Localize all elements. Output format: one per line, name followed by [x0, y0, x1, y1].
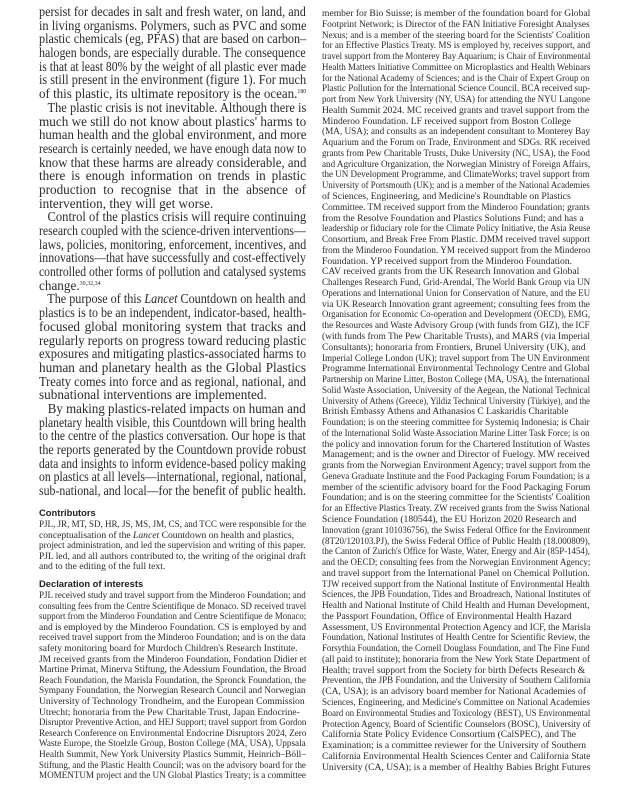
text-line: human health and the global environment, and more [39, 127, 307, 143]
text-line: Nexus; and is a member of the steering board for the Scientists' Coalition [322, 29, 590, 41]
text-line: the Canton of Zurich's Office for Waste, Water, Energy and Air (85P-1454), [322, 546, 591, 558]
text-line: Health Summit 2024. MC received grants and travel support from the [322, 104, 590, 116]
text-line: TJW received support from the National Institute of Environmental Health [322, 578, 590, 590]
declaration-section [39, 578, 306, 782]
text-line: Board on Environmental Studies and Toxicology (BEST), US Environmental [322, 707, 591, 719]
text-line: University of Portsmouth (UK); and is a member of the National Academies [322, 180, 590, 192]
text-line: Martine Primat, Minerva Stiftung, the Adessium Foundation, the Broad [39, 664, 307, 676]
text-line: Imperial College London (UK); travel support from The UN Environment [322, 352, 590, 364]
text-line: Minderoo Foundation. LF received support from Boston College [322, 115, 571, 127]
text-segment: Countdown on health and [177, 291, 306, 307]
text-line: University of Technology Trondheim, and the European Commission [39, 695, 305, 707]
text-line: Sciences, Engineering, and Medicine's Committee on National Academies [322, 697, 590, 708]
text-line: (CA, USA); is an advisory board member for National Academies of [322, 686, 587, 698]
text-line: laws, policies, monitoring, enforcement, incentives, and [39, 236, 307, 252]
text-line: University of Athens (Greece), Yildiz Technical University (Türkiye), and the [322, 395, 590, 407]
text-line: Organisation for Economic Co-operation and Development (OECD), EMG, [322, 309, 591, 321]
text-line: Sciences, the JPB Foundation, Tides and Broadreach, National Institutes of [322, 589, 591, 601]
declaration-heading: Declaration of interests [39, 578, 144, 589]
text-line: Foundation; is on the steering committee for Systemiq Indonesia; is Chair [322, 417, 590, 429]
text-line: the Resources and Waste Advisory Group (with funds from GIZ), the ICF [322, 320, 590, 332]
text-line: member of the scientific advisory board for the Food Packaging Forum [322, 481, 591, 493]
text-line: of the International Solid Waste Association Marine Litter Task Force; is on [322, 427, 590, 439]
text-line: is still present in the environment (figure 1). For much [39, 72, 307, 88]
text-line: Challenges Research Fund, Grid-Arendal, The World Bank Group via UN [322, 277, 591, 289]
text-line: Footprint Network; is Director of the FAN Initiative Foresight Analyses [322, 18, 590, 30]
text-line: Waste Europe, the Stoelzle Group, Boston College (MA, USA), Uppsala [39, 738, 306, 750]
text-line: British Embassy Athens and Athanasios C Laskaridis Charitable [322, 406, 569, 418]
text-line: the UN Development Programme, and ClimateWorks; travel support from [322, 169, 590, 181]
text-line: the Passport Foundation, Office of Environmental Health Hazard [322, 610, 572, 622]
text-line: Protection Agency, Board of Scientific Counselors (BOSC), University of [322, 718, 591, 730]
text-line: Partnership on Marine Litter, Boston College (MA, USA), the International [322, 374, 590, 386]
text-line: Innovation (grant 101036756), the Swiss Federal Office for the Environment [322, 524, 591, 536]
text-line: grants from the Norwegian Environment Agency; travel support from the [322, 460, 591, 472]
text-segment: conceptualisation of the [39, 529, 134, 541]
text-line: know that these harms are already considerable, and [39, 154, 307, 170]
text-line: Forsythia Foundation, the Cornell Douglass Foundation, and The Fine Fund [322, 643, 590, 655]
text-line: PJL received study and travel support from the Minderoo Foundation; and [39, 590, 306, 601]
text-line: (all paid to institute); honoraria from the New York State Department of [322, 653, 591, 665]
text-line: and travel support from the International Panel on Chemical Pollution. [322, 567, 590, 579]
text-line: plastics is to be an independent, indicator-based, health- [39, 305, 307, 321]
text-line: intervention, they will get worse. [39, 195, 214, 211]
text-line: Foundation, National Institutes of Health Centre for Scientific Review, the [322, 632, 590, 644]
text-line: and is employed by the Minderoo Foundation. CS is employed by and [39, 621, 307, 633]
text-line: (with funds from The Pew Charitable Trusts), and MARS (via Imperial [322, 330, 590, 342]
text-line: innovations—that have successfully and cost-effectively [39, 250, 306, 266]
text-line: plastic chemicals (eg, PFAS) that are based on carbon– [39, 31, 307, 47]
text-line: Disruptor Preventive Action, and HEJ Support; travel support from Gordon [39, 717, 307, 729]
text-line: production to recognise that in the absence of [39, 181, 306, 197]
text-line: the policy and innovation forum for the Chartered Institution of Wastes [322, 438, 590, 450]
text-line: California State Policy Evidence Consortium (CalSPEC), and The [322, 729, 577, 741]
text-line: persist for decades in salt and fresh water, on land, and [39, 4, 306, 19]
text-line: much we still do not know about plastics' harms to [39, 113, 307, 129]
text-line: is that at least 80% by the weight of all plastic ever made [39, 58, 307, 74]
text-line: Control of the plastics crisis will require continuing [47, 209, 307, 225]
text-line: focused global monitoring system that tracks and [39, 318, 306, 334]
text-line: Programme International Environmental Technology Centre and Global [322, 363, 590, 375]
text-line: Utrecht; honoraria from the Pew Charitable Trust, Japan Endocrine- [39, 706, 300, 718]
text-line: received travel support from the Minderoo Foundation; and is on the data [39, 632, 306, 644]
text-line: Examination; is a committee reviewer for the University of Southern [322, 740, 587, 752]
contributors-text [39, 520, 306, 573]
text-line: Solid Waste Association, University of the Aegean, the National Technical [322, 384, 591, 396]
text-line: Treaty comes into force and as regional, national, and [39, 373, 306, 389]
text-line: MOMENTUM project and the UN Global Plastics Treaty; is a committee [39, 770, 306, 782]
text-line: and the OECD; consulting fees from the Norwegian Environment Agency; [322, 557, 591, 569]
text-line: The plastic crisis is not inevitable. Although there is [47, 99, 307, 115]
main-body-text [39, 5, 306, 498]
text-line: there is enough information on trends in plastic [39, 168, 306, 184]
declaration-text [39, 591, 306, 782]
declaration-continued-text [322, 9, 590, 773]
text-line: via UK Research Innovation grant agreement; consulting fees from the [322, 298, 590, 310]
text-line: travel support from the Monterey Bay Aquarium; is Chair of Environmental [322, 51, 591, 63]
text-line: Plastic Pollution for the International Science Council. BCA received sup- [322, 83, 591, 95]
text-line: member for Bio Suisse; is member of the foundation board for Global [322, 8, 591, 19]
text-line: Prevention, the JPB Foundation, and the University of Southern California [322, 675, 591, 687]
text-line: Stiftung, and the Plastic Health Council; was on the advisory board for the [39, 759, 306, 771]
text-line: the reports generated by the Countdown provide robust [39, 442, 307, 457]
text-line: research coupled with the science-driven interventions— [39, 223, 306, 238]
text-line: Health and National Institute of Child Health and Human Development, [322, 600, 590, 612]
text-line: regularly reports on progress toward reducing plastic [39, 332, 307, 348]
text-line: Assessment, US Environmental Protection Agency and ICF, the Marisla [322, 621, 591, 633]
text-line: of Sciences, Engineering, and Medicine's Roundtable on Plastics [322, 191, 571, 203]
text-segment: Countdown on health and plastics, [159, 529, 294, 541]
text-line: sub-national, and local—for the benefit of public health. [39, 483, 306, 499]
text-line: in living organisms. Polymers, such as PVC and some [39, 17, 307, 33]
text-line: Health Summit, New York University Plastics Summit, Heinrich–Böll– [39, 748, 306, 760]
text-line: from the Resolve Foundation and Plastics Solutions Fund; and has a [322, 212, 584, 224]
text-segment: change. [39, 277, 80, 293]
text-line: consulting fees from the Centre Scientifique de Monaco. SD received travel [39, 600, 307, 612]
text-line: for an Effective Plastics Treaty. ZW received grants from the Swiss National [322, 503, 590, 515]
text-line: grants from Pew Charitable Trusts, Duke University (NC, USA), the Food [322, 147, 590, 159]
contributors-heading: Contributors [39, 507, 96, 518]
text-segment: The purpose of this [47, 291, 145, 307]
text-line: Sympany Foundation, the Norwegian Research Council and Norwegian [39, 685, 306, 697]
reference-superscript: 180 [297, 89, 307, 96]
text-line: exposures and mitigating plastics-associated harms to [39, 346, 307, 362]
text-line: data and insights to inform evidence-based policy making [39, 455, 307, 471]
text-line: safety monitoring board for Murdoch Children's Research Institute. [39, 642, 298, 654]
text-line: Geneva Graduate Institute and the Food Packaging Forum Foundation; is a [322, 470, 590, 482]
text-line: Foundation; and is on the steering committee for the Scientists' Coalition [322, 492, 590, 504]
text-line: JM received grants from the Minderoo Foundation, Fondation Didier et [39, 653, 307, 665]
text-line: controlled other forms of pollution and catalysed systems [39, 264, 306, 280]
text-line: Committee. TM received support from the Minderoo Foundation; grants [322, 201, 590, 213]
text-line: leadership or fiduciary role for the Climate Policy Initiative, the Asia Reuse [322, 223, 591, 235]
text-line: on plastics at all levels—international, regional, national, [39, 469, 307, 485]
text-line: Aquarium and the Forum on Trade, Environment and SDGs. RK received [322, 137, 590, 149]
text-line: Consultants); honoraria from Frontiers, Brunel University (UK), and [322, 341, 586, 353]
text-line: PJL led, and all authors contributed to, the writing of the original draft [39, 550, 306, 562]
text-line: CAV received grants from the UK Research Innovation and Global [322, 266, 580, 278]
text-line: support from the Minderoo Foundation and Centre Scientifique de Monaco; [39, 611, 307, 623]
text-line: Health; travel support from the Society for birth Defects Research & [322, 664, 586, 676]
text-line: Health Matters Initiative Committee on Microplastics and Health Webinars [322, 61, 591, 73]
text-line: human and planetary health as the Global Plastics [39, 359, 306, 375]
italic-journal-name: Lancet [144, 291, 178, 307]
text-line: Research Conference on Environmental Endocrine Disruptors 2024, Zero [39, 727, 307, 739]
text-line [39, 279, 306, 293]
text-line: Reach Foundation, the Marisla Foundation, the Spronck Foundation, the [39, 674, 306, 686]
text-line: (8T20/120103.PJ), the Swiss Federal Office of Public Health (18.000809), [322, 535, 590, 547]
text-line: subnational interventions are implemented. [39, 387, 267, 403]
text-line: and to the editing of the full text. [39, 561, 166, 573]
text-line: to the centre of the plastics conversation. Our hope is that [39, 428, 306, 444]
text-line: halogen bonds, are especially durable. The consequence [39, 45, 306, 61]
text-line: Operations and International Union for Conservation of Nature, and the EU [322, 287, 591, 299]
text-segment: of this plastic, its ultimate repository is the ocean. [39, 86, 298, 102]
text-line: Foundation. YP received support from the Minderoo Foundation. [322, 255, 573, 267]
text-line: Consortium, and Break Free From Plastic. DMM received travel support [322, 234, 590, 246]
text-line [39, 86, 307, 102]
text-line: University (CA, USA); is a member of Healthy Babies Bright Futures [322, 761, 591, 773]
text-line: Management; and is the owner and Director of Fuelogy. MW received [322, 449, 590, 461]
reference-superscript: 30,32,34 [79, 280, 101, 287]
text-line: California Environmental Health Sciences Center and California State [322, 750, 591, 762]
text-line: project administration, and led the supervision and writing of this paper. [39, 540, 306, 552]
text-line: By making plastics-related impacts on human and [47, 400, 306, 416]
text-line [39, 291, 306, 307]
text-line: port from New York University (NY, USA) for attending the NYU Langone [322, 94, 591, 106]
italic-journal-name: Lancet [133, 529, 160, 541]
text-line: PJL, JR, MT, SD, HR, JS, MS, JM, CS, and TCC were responsible for the [39, 519, 307, 530]
text-line: from the Minderoo Foundation. YM received support from the Minderoo [322, 244, 591, 256]
text-line: Science Foundation (180544), the EU Horizon 2020 Research and [322, 513, 577, 525]
text-line: for the National Academy of Sciences; and is the Chair of Expert Group on [322, 72, 590, 84]
text-line: planetary health visible, this Countdown will bring health [39, 414, 306, 430]
contributors-section [39, 507, 306, 573]
text-line: and Agriculture Organization, the Norwegian Ministry of Foreign Affairs, [322, 158, 591, 170]
text-line: (MA, USA); and consults as an independent consultant to Monterey Bay [322, 126, 590, 138]
text-line: for an Effective Plastics Treaty. MS is employed by, receives support, and [322, 40, 591, 52]
text-line: research is certainly needed, we have enough data now to [39, 140, 307, 156]
